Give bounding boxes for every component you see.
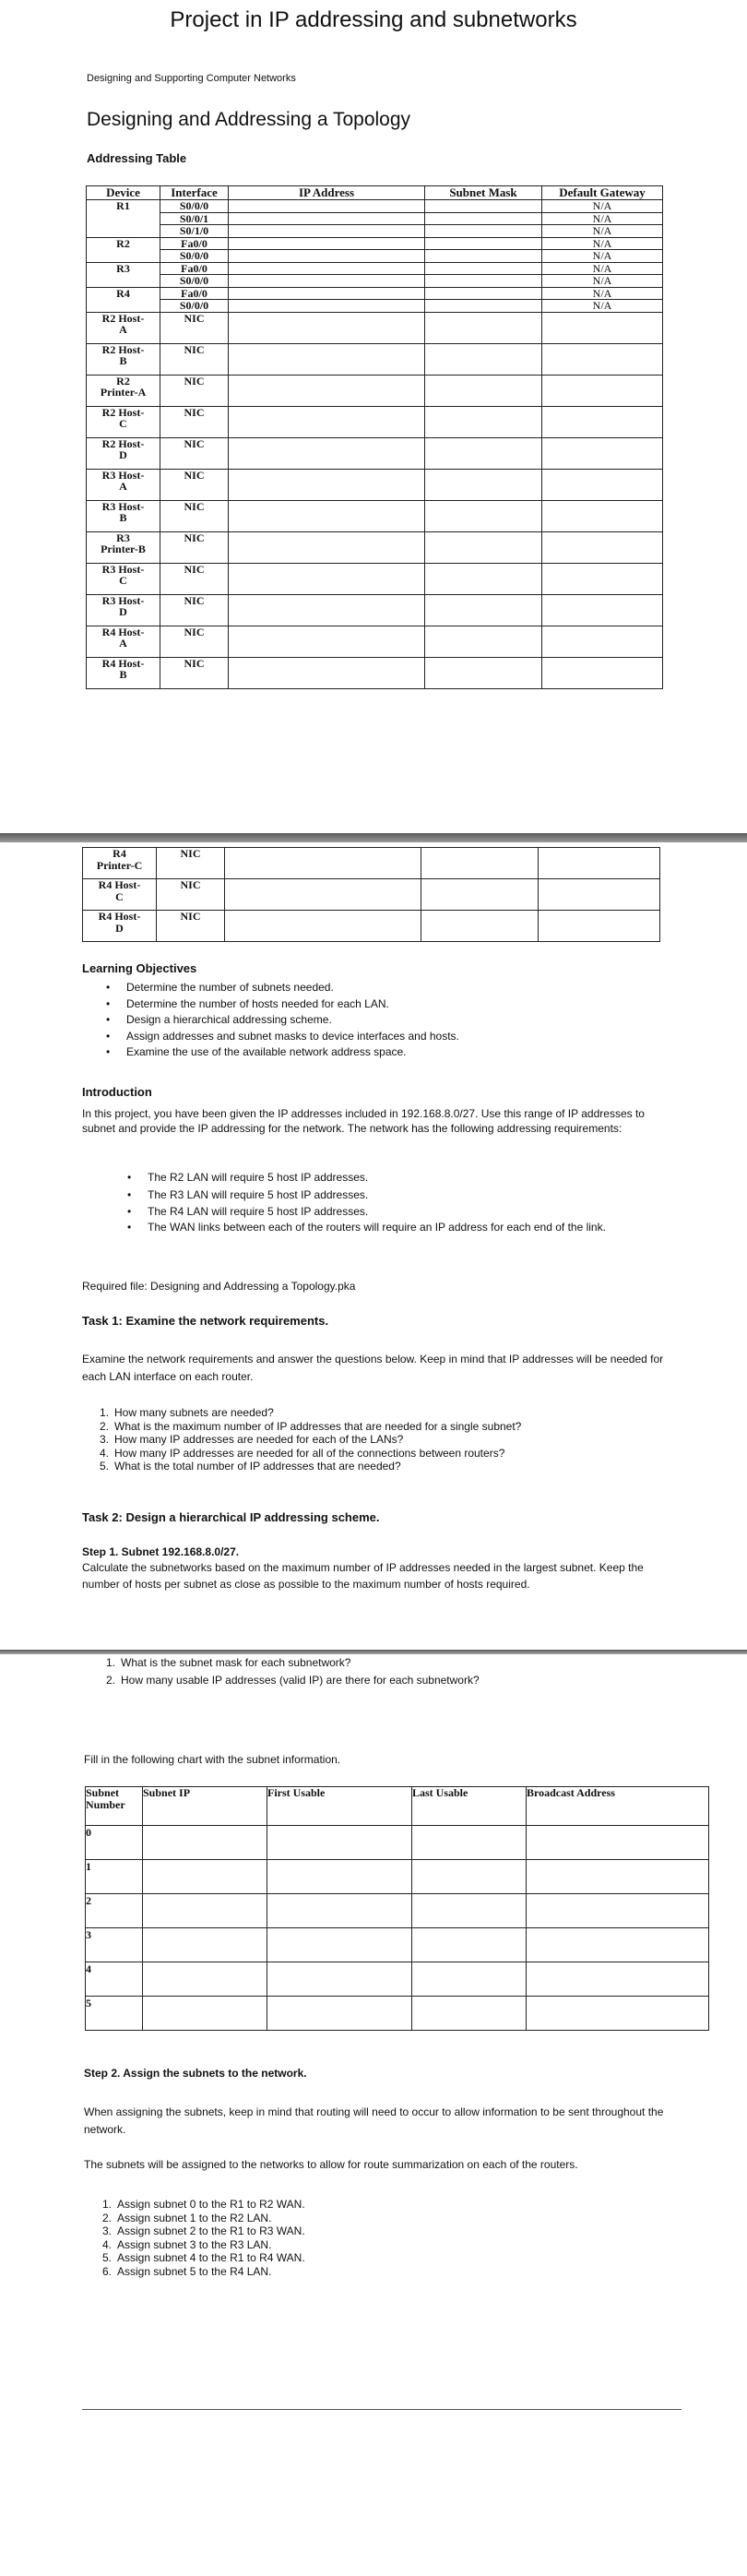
subnet-mask-cell [425, 657, 542, 688]
interface-cell: S0/1/0 [160, 225, 229, 238]
broadcast-address-cell[interactable] [527, 1860, 709, 1894]
interface-cell: NIC [160, 343, 229, 375]
subnet-mask-cell [425, 594, 542, 626]
interface-cell: NIC [157, 911, 225, 942]
objective-item: • Assign addresses and subnet masks to device interfaces and hosts. [102, 1029, 674, 1045]
header-subnet-ip: Subnet IP [143, 1787, 267, 1826]
device-cell: R4 Host- B [87, 657, 160, 688]
gateway-cell [542, 563, 663, 594]
course-label: Designing and Supporting Computer Networks [87, 73, 296, 84]
interface-cell: S0/0/0 [160, 250, 229, 263]
first-usable-cell[interactable] [267, 1894, 412, 1928]
ip-address-cell [229, 437, 425, 469]
subnet-ip-cell[interactable] [143, 1997, 267, 2031]
question-item: 2. What is the maximum number of IP addresses that are needed for a single subnet? [99, 1419, 522, 1433]
subnet-mask-cell [425, 300, 542, 313]
first-usable-cell[interactable] [267, 1928, 412, 1962]
footer-rule [82, 2409, 682, 2410]
header-first-usable: First Usable [267, 1787, 412, 1826]
device-cell: R4 Host- C [83, 879, 157, 911]
header-last-usable: Last Usable [412, 1787, 527, 1826]
ip-address-cell [229, 343, 425, 375]
device-cell: R3 Host- A [87, 469, 160, 500]
subnet-number-cell: 2 [86, 1894, 143, 1928]
addressing-row [87, 262, 663, 275]
ip-address-cell [229, 250, 425, 263]
device-cell: R2 Printer-A [87, 375, 160, 406]
gateway-cell [539, 879, 660, 911]
device-cell [87, 250, 160, 263]
subnet-mask-cell [425, 262, 542, 275]
subnet-row [86, 1826, 709, 1860]
gateway-cell: N/A [542, 237, 663, 250]
gateway-cell [542, 343, 663, 375]
header-default-gateway: Default Gateway [542, 186, 663, 200]
header-device: Device [87, 186, 160, 200]
gateway-cell: N/A [542, 225, 663, 238]
subnet-number-cell: 1 [86, 1860, 143, 1894]
ip-address-cell [225, 848, 421, 879]
device-cell: R3 Host- D [87, 594, 160, 626]
ip-address-cell [229, 212, 425, 225]
header-ip-address: IP Address [229, 186, 425, 200]
question-item: 1. How many subnets are needed? [99, 1406, 274, 1419]
interface-cell: NIC [160, 375, 229, 406]
addressing-row [87, 300, 663, 313]
interface-cell: NIC [160, 437, 229, 469]
requirement-item: • The R2 LAN will require 5 host IP addresses. [124, 1169, 649, 1187]
first-usable-cell[interactable] [267, 1997, 412, 2031]
addressing-row [83, 911, 660, 942]
addressing-row [87, 500, 663, 531]
gateway-cell [542, 437, 663, 469]
subnet-mask-cell [425, 375, 542, 406]
learning-objectives-heading: Learning Objectives [82, 961, 197, 975]
first-usable-cell[interactable] [267, 1962, 412, 1997]
task1-paragraph: Examine the network requirements and answer the questions below. Keep in mind that IP addresses will be needed for each LAN interface on each router. [82, 1353, 664, 1383]
gateway-cell [539, 848, 660, 879]
addressing-row [87, 657, 663, 688]
objective-item: • Determine the number of hosts needed for each LAN. [102, 996, 674, 1013]
page-3 [0, 1654, 747, 2576]
ip-address-cell [229, 469, 425, 500]
interface-cell: NIC [157, 848, 225, 879]
subnet-number-cell: 3 [86, 1928, 143, 1962]
subnet-mask-cell [425, 469, 542, 500]
gateway-cell [542, 500, 663, 531]
task1-heading: Task 1: Examine the network requirements. [82, 1314, 329, 1328]
question-item: 2. How many usable IP addresses (valid IP) are there for each subnetwork? [105, 1674, 480, 1687]
subnet-mask-cell [425, 200, 542, 213]
device-cell: R2 Host- B [87, 343, 160, 375]
ip-address-cell [229, 657, 425, 688]
subnet-mask-cell [425, 531, 542, 563]
interface-cell: S0/0/1 [160, 212, 229, 225]
ip-address-cell [229, 275, 425, 288]
gateway-cell [542, 375, 663, 406]
last-usable-cell[interactable] [412, 1894, 527, 1928]
broadcast-address-cell[interactable] [527, 1997, 709, 2031]
subnet-mask-cell [421, 879, 539, 911]
subnet-number-cell: 5 [86, 1997, 143, 2031]
subnet-mask-cell [425, 250, 542, 263]
broadcast-address-cell[interactable] [527, 1826, 709, 1860]
ip-address-cell [229, 406, 425, 437]
gateway-cell [542, 594, 663, 626]
interface-cell: S0/0/0 [160, 300, 229, 313]
subnet-mask-cell [425, 563, 542, 594]
gateway-cell: N/A [542, 250, 663, 263]
question-item: 1. What is the subnet mask for each subnetwork? [105, 1656, 351, 1669]
subnet-row [86, 1928, 709, 1962]
device-cell: R3 Host- C [87, 563, 160, 594]
ip-address-cell [229, 300, 425, 313]
device-cell: R4 Host- D [83, 911, 157, 942]
interface-cell: NIC [160, 657, 229, 688]
gateway-cell [542, 406, 663, 437]
interface-cell: S0/0/0 [160, 275, 229, 288]
addressing-row [87, 563, 663, 594]
broadcast-address-cell[interactable] [527, 1894, 709, 1928]
assignment-item: 4. Assign subnet 3 to the R3 LAN. [101, 2237, 272, 2251]
addressing-row [83, 848, 660, 879]
addressing-row [87, 626, 663, 657]
gateway-cell: N/A [542, 262, 663, 275]
ip-address-cell [225, 879, 421, 911]
step2-paragraph-2: The subnets will be assigned to the networks to allow for route summarization on each of the routers. [84, 2158, 578, 2171]
subnet-table [85, 1786, 709, 2031]
last-usable-cell[interactable] [412, 1826, 527, 1860]
subnet-row [86, 1962, 709, 1997]
requirement-item: • The WAN links between each of the routers will require an IP address for each end of the link. [124, 1221, 649, 1234]
introduction-paragraph: In this project, you have been given the IP addresses included in 192.168.8.0/27. Use this range of IP addresses to subnet and provide the IP addressing for the network. The network has the following addressing requirements: [82, 1107, 645, 1135]
subnet-mask-cell [425, 237, 542, 250]
device-cell: R2 Host- D [87, 437, 160, 469]
subnet-mask-cell [425, 212, 542, 225]
device-cell [87, 225, 160, 238]
requirement-item: • The R3 LAN will require 5 host IP addresses. [124, 1187, 649, 1204]
device-cell: R2 Host- A [87, 312, 160, 343]
subnet-mask-cell [425, 343, 542, 375]
continued-rows [83, 848, 660, 942]
assignment-item: 1. Assign subnet 0 to the R1 to R2 WAN. [101, 2198, 305, 2211]
gateway-cell: N/A [542, 200, 663, 213]
learning-objectives-list [102, 980, 674, 1061]
assignment-item: 6. Assign subnet 5 to the R4 LAN. [101, 2264, 272, 2278]
device-cell: R4 [87, 287, 160, 300]
interface-cell: NIC [160, 406, 229, 437]
gateway-cell: N/A [542, 287, 663, 300]
subnet-mask-cell [425, 500, 542, 531]
subnet-mask-cell [425, 626, 542, 657]
subnet-mask-cell [425, 275, 542, 288]
interface-cell: NIC [160, 594, 229, 626]
fill-instruction: Fill in the following chart with the subnet information. [84, 1753, 341, 1766]
subnet-row [86, 1860, 709, 1894]
addressing-row [87, 375, 663, 406]
header-subnet-number: Subnet Number [86, 1787, 143, 1826]
ip-address-cell [229, 237, 425, 250]
subnet-mask-cell [421, 911, 539, 942]
addressing-row [87, 469, 663, 500]
interface-cell: Fa0/0 [160, 287, 229, 300]
ip-address-cell [229, 287, 425, 300]
objective-item: • Determine the number of subnets needed. [102, 980, 674, 996]
subnet-mask-cell [425, 406, 542, 437]
task1-questions [92, 1406, 664, 1473]
subnet-number-cell: 0 [86, 1826, 143, 1860]
addressing-table-heading: Addressing Table [87, 151, 187, 165]
question-item: 4. How many IP addresses are needed for all of the connections between routers? [99, 1446, 505, 1460]
gateway-cell [542, 626, 663, 657]
ip-address-cell [225, 911, 421, 942]
subnet-mask-cell [425, 225, 542, 238]
subnet-row [86, 1894, 709, 1928]
addressing-row [87, 275, 663, 288]
ip-address-cell [229, 500, 425, 531]
subnet-ip-cell[interactable] [143, 1928, 267, 1962]
interface-cell: NIC [157, 879, 225, 911]
header-interface: Interface [160, 186, 229, 200]
gateway-cell [542, 531, 663, 563]
subnet-table-header [86, 1787, 709, 1826]
interface-cell: NIC [160, 531, 229, 563]
step1-paragraph: Calculate the subnetworks based on the maximum number of IP addresses needed in the largest subnet. Keep the number of hosts per subnet as close as possible to the maximum number of hosts required. [82, 1561, 644, 1591]
ip-address-cell [229, 626, 425, 657]
introduction-heading: Introduction [82, 1085, 152, 1099]
requirements-list [124, 1169, 649, 1234]
ip-address-cell [229, 531, 425, 563]
gateway-cell [542, 469, 663, 500]
addressing-row [87, 406, 663, 437]
first-usable-cell[interactable] [267, 1826, 412, 1860]
subnet-ip-cell[interactable] [143, 1826, 267, 1860]
router-rows [87, 200, 663, 313]
addressing-table [86, 185, 663, 689]
addressing-row [87, 225, 663, 238]
subnet-mask-cell [421, 848, 539, 879]
page-1 [0, 0, 747, 830]
step2-heading: Step 2. Assign the subnets to the network. [84, 2067, 307, 2080]
addressing-row [87, 287, 663, 300]
device-cell: R3 Printer-B [87, 531, 160, 563]
addressing-row [87, 437, 663, 469]
step1-questions [99, 1654, 670, 1689]
ip-address-cell [229, 563, 425, 594]
task2-heading: Task 2: Design a hierarchical IP addressing scheme. [82, 1510, 380, 1524]
addressing-row [87, 343, 663, 375]
subnet-rows [86, 1826, 709, 2031]
page-2 [0, 843, 747, 1650]
device-cell: R4 Host- A [87, 626, 160, 657]
assignment-item: 2. Assign subnet 1 to the R2 LAN. [101, 2211, 272, 2224]
addressing-table-header [87, 186, 663, 200]
interface-cell: NIC [160, 312, 229, 343]
document-title: Project in IP addressing and subnetworks [170, 7, 577, 32]
addressing-row [87, 531, 663, 563]
addressing-row [87, 312, 663, 343]
addressing-row [83, 879, 660, 911]
gateway-cell [542, 657, 663, 688]
gateway-cell [542, 312, 663, 343]
gateway-cell [539, 911, 660, 942]
interface-cell: NIC [160, 500, 229, 531]
addressing-row [87, 200, 663, 213]
gateway-cell: N/A [542, 275, 663, 288]
header-subnet-mask: Subnet Mask [425, 186, 542, 200]
step1-heading: Step 1. Subnet 192.168.8.0/27. [82, 1545, 240, 1558]
question-item: 3. How many IP addresses are needed for each of the LANs? [99, 1433, 404, 1446]
ip-address-cell [229, 312, 425, 343]
assignment-list [95, 2198, 667, 2278]
gateway-cell: N/A [542, 300, 663, 313]
requirement-item: • The R4 LAN will require 5 host IP addresses. [124, 1203, 649, 1221]
addressing-row [87, 212, 663, 225]
page-heading: Designing and Addressing a Topology [87, 109, 411, 130]
gateway-cell: N/A [542, 212, 663, 225]
objective-item: • Design a hierarchical addressing scheme. [102, 1012, 674, 1029]
first-usable-cell[interactable] [267, 1860, 412, 1894]
addressing-table-continued [82, 847, 660, 942]
device-cell [87, 300, 160, 313]
assignment-item: 3. Assign subnet 2 to the R1 to R3 WAN. [101, 2224, 305, 2237]
subnet-ip-cell[interactable] [143, 1860, 267, 1894]
addressing-row [87, 594, 663, 626]
device-cell: R1 [87, 200, 160, 213]
host-rows [87, 312, 663, 688]
device-cell: R3 Host- B [87, 500, 160, 531]
addressing-row [87, 250, 663, 263]
question-item: 5. What is the total number of IP addresses that are needed? [99, 1460, 401, 1473]
last-usable-cell[interactable] [412, 1962, 527, 1997]
interface-cell: NIC [160, 626, 229, 657]
device-cell: R2 [87, 237, 160, 250]
ip-address-cell [229, 594, 425, 626]
ip-address-cell [229, 375, 425, 406]
required-file: Required file: Designing and Addressing a Topology.pka [82, 1280, 356, 1293]
interface-cell: S0/0/0 [160, 200, 229, 213]
header-broadcast-address: Broadcast Address [527, 1787, 709, 1826]
interface-cell: Fa0/0 [160, 237, 229, 250]
addressing-row [87, 237, 663, 250]
subnet-row [86, 1997, 709, 2031]
subnet-number-cell: 4 [86, 1962, 143, 1997]
page-break-1 [0, 833, 747, 842]
last-usable-cell[interactable] [412, 1997, 527, 2031]
objective-item: • Examine the use of the available network address space. [102, 1044, 674, 1061]
interface-cell: NIC [160, 563, 229, 594]
last-usable-cell[interactable] [412, 1928, 527, 1962]
device-cell: R4 Printer-C [83, 848, 157, 879]
last-usable-cell[interactable] [412, 1860, 527, 1894]
device-cell: R2 Host- C [87, 406, 160, 437]
ip-address-cell [229, 225, 425, 238]
ip-address-cell [229, 262, 425, 275]
ip-address-cell [229, 200, 425, 213]
subnet-mask-cell [425, 312, 542, 343]
subnet-mask-cell [425, 437, 542, 469]
subnet-ip-cell[interactable] [143, 1962, 267, 1997]
interface-cell: Fa0/0 [160, 262, 229, 275]
device-cell [87, 275, 160, 288]
step2-paragraph-1: When assigning the subnets, keep in mind that routing will need to occur to allow information to be sent throughout the network. [84, 2105, 664, 2136]
device-cell [87, 212, 160, 225]
broadcast-address-cell[interactable] [527, 1962, 709, 1997]
interface-cell: NIC [160, 469, 229, 500]
assignment-item: 5. Assign subnet 4 to the R1 to R4 WAN. [101, 2251, 305, 2264]
broadcast-address-cell[interactable] [527, 1928, 709, 1962]
subnet-mask-cell [425, 287, 542, 300]
subnet-ip-cell[interactable] [143, 1894, 267, 1928]
device-cell: R3 [87, 262, 160, 275]
